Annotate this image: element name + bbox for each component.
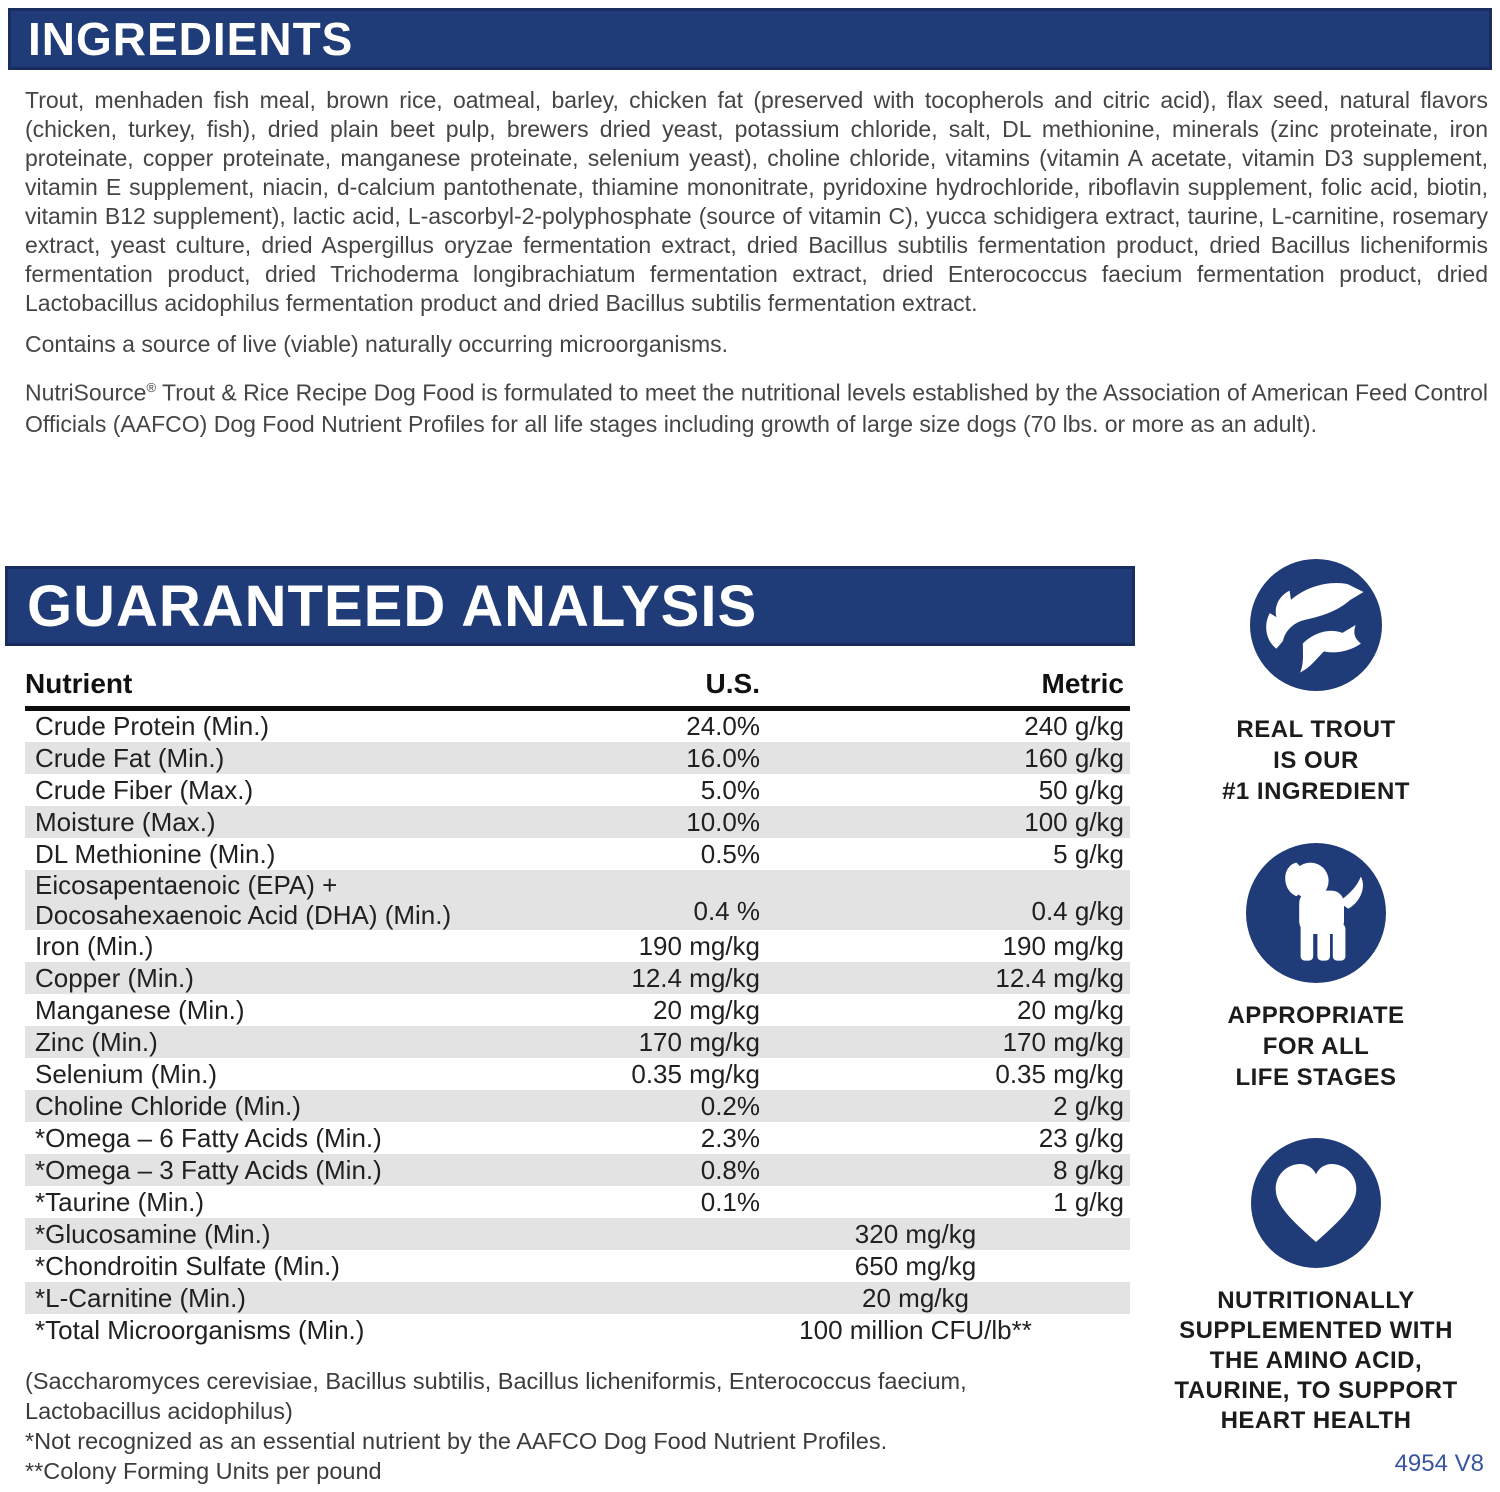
guaranteed-analysis-section xyxy=(0,566,1135,1484)
table-footnotes xyxy=(25,1366,1130,1486)
nutrient-name: *Chondroitin Sulfate (Min.) xyxy=(35,1250,340,1281)
us-value: 16.0% xyxy=(686,742,760,773)
table-row xyxy=(25,870,1130,930)
guaranteed-analysis-title: GUARANTEED ANALYSIS xyxy=(27,573,758,639)
metric-value: 8 g/kg xyxy=(1053,1154,1124,1185)
table-row xyxy=(25,709,1130,743)
nutrient-name: *Omega – 3 Fatty Acids (Min.) xyxy=(35,1154,382,1185)
nutrient-name: *Omega – 6 Fatty Acids (Min.) xyxy=(35,1122,382,1153)
metric-value: 100 g/kg xyxy=(1024,806,1124,837)
us-value: 10.0% xyxy=(686,806,760,837)
nutrient-name: Crude Protein (Min.) xyxy=(35,711,270,741)
table-row xyxy=(25,806,1130,838)
nutrient-name: Selenium (Min.) xyxy=(35,1058,218,1089)
nutrient-name: *Total Microorganisms (Min.) xyxy=(35,1314,365,1345)
nutrient-name: Moisture (Max.) xyxy=(35,806,216,837)
combined-value: 100 million CFU/lb** xyxy=(799,1314,1032,1345)
table-row xyxy=(25,1026,1130,1058)
us-value: 0.4 % xyxy=(693,896,760,926)
badge-heart-health xyxy=(1140,1138,1492,1436)
metric-value: 0.4 g/kg xyxy=(1031,896,1124,926)
metric-value: 2 g/kg xyxy=(1053,1090,1124,1121)
us-value: 20 mg/kg xyxy=(653,994,760,1025)
us-value: 2.3% xyxy=(700,1122,760,1153)
nutrient-name: DL Methionine (Min.) xyxy=(35,838,276,869)
badge-real-trout xyxy=(1140,559,1492,807)
nutrient-name: Crude Fiber (Max.) xyxy=(35,774,254,805)
us-value: 0.2% xyxy=(700,1090,760,1121)
table-row xyxy=(25,930,1130,962)
nutrient-name: Iron (Min.) xyxy=(35,930,154,961)
heart-icon xyxy=(1251,1138,1381,1268)
table-row xyxy=(25,962,1130,994)
benefit-badges-rail xyxy=(1140,0,1492,1492)
metric-value: 12.4 mg/kg xyxy=(995,962,1124,993)
badge-caption-line: IS OUR xyxy=(1273,747,1359,774)
us-value: 12.4 mg/kg xyxy=(631,962,760,993)
badge-caption-line: NUTRITIONALLY xyxy=(1217,1287,1415,1314)
table-row xyxy=(25,1250,1130,1282)
nutrient-name: Copper (Min.) xyxy=(35,962,194,993)
us-value: 5.0% xyxy=(700,774,760,805)
nutrient-name: Choline Chloride (Min.) xyxy=(35,1090,301,1121)
column-header-nutrient: Nutrient xyxy=(25,668,605,709)
table-row xyxy=(25,1314,1130,1346)
guaranteed-analysis-header-bar xyxy=(5,566,1135,646)
table-row xyxy=(25,1154,1130,1186)
nutrient-name: Zinc (Min.) xyxy=(35,1026,158,1057)
nutrient-name-line1: Eicosapentaenoic (EPA) + xyxy=(35,870,338,900)
nutrient-table xyxy=(25,668,1130,1346)
nutrient-name: Crude Fat (Min.) xyxy=(35,742,225,773)
metric-value: 240 g/kg xyxy=(1024,711,1124,741)
badge-caption-line: LIFE STAGES xyxy=(1235,1064,1397,1091)
table-row xyxy=(25,1218,1130,1250)
table-row xyxy=(25,838,1130,870)
table-row xyxy=(25,742,1130,774)
badge-caption-line: #1 INGREDIENT xyxy=(1222,778,1410,805)
combined-value: 320 mg/kg xyxy=(854,1218,977,1249)
metric-value: 190 mg/kg xyxy=(1002,930,1124,961)
metric-value: 170 mg/kg xyxy=(1002,1026,1124,1057)
document-code: 4954 V8 xyxy=(1394,1450,1484,1477)
metric-value: 23 g/kg xyxy=(1038,1122,1124,1153)
footnote-cfu: **Colony Forming Units per pound xyxy=(25,1458,382,1484)
brand-name: NutriSource xyxy=(25,379,147,406)
footnote-not-recognized: *Not recognized as an essential nutrient by the AAFCO Dog Food Nutrient Profiles. xyxy=(25,1428,888,1454)
combined-value: 20 mg/kg xyxy=(862,1282,969,1313)
nutrient-name-line2: Docosahexaenoic Acid (DHA) (Min.) xyxy=(35,900,452,930)
nutrient-name xyxy=(25,870,605,930)
metric-value: 50 g/kg xyxy=(1038,774,1124,805)
metric-value: 160 g/kg xyxy=(1024,742,1124,773)
badge-caption-line: REAL TROUT xyxy=(1236,716,1396,743)
nutrient-name: *Glucosamine (Min.) xyxy=(35,1218,271,1249)
badge-caption-line: HEART HEALTH xyxy=(1220,1407,1412,1434)
badge-caption xyxy=(1140,1000,1492,1093)
table-row xyxy=(25,1090,1130,1122)
badge-caption xyxy=(1140,714,1492,807)
badge-caption-line: FOR ALL xyxy=(1262,1033,1370,1060)
table-row xyxy=(25,1058,1130,1090)
nutrient-name: *L-Carnitine (Min.) xyxy=(35,1282,246,1313)
table-row xyxy=(25,994,1130,1026)
aafco-statement-text: Trout & Rice Recipe Dog Food is formulated to meet the nutritional levels established by the Association of American Feed Control Officials (AAFCO) Dog Food Nutrient Profiles for all life stages including growth of large size dogs (70 lbs. or more as an adult). xyxy=(25,379,1488,437)
us-value: 0.1% xyxy=(700,1186,760,1217)
badge-caption-line: SUPPLEMENTED WITH xyxy=(1179,1317,1453,1344)
contains-note: Contains a source of live (viable) naturally occurring microorganisms. xyxy=(25,331,729,357)
metric-value: 20 mg/kg xyxy=(1017,994,1124,1025)
metric-value: 1 g/kg xyxy=(1053,1186,1124,1217)
column-header-metric: Metric xyxy=(760,668,1130,709)
ingredients-title: INGREDIENTS xyxy=(28,13,354,65)
badge-caption-line: THE AMINO ACID, xyxy=(1209,1347,1423,1374)
puppy-icon xyxy=(1246,843,1386,983)
nutrient-name: Manganese (Min.) xyxy=(35,994,245,1025)
registered-mark: ® xyxy=(146,380,157,395)
table-row xyxy=(25,1122,1130,1154)
table-header-row xyxy=(25,668,1130,709)
us-value: 24.0% xyxy=(686,711,760,741)
table-row xyxy=(25,1282,1130,1314)
column-header-us: U.S. xyxy=(605,668,760,709)
trout-icon xyxy=(1250,559,1382,691)
us-value: 0.35 mg/kg xyxy=(631,1058,760,1089)
footnote-organisms-line2: Lactobacillus acidophilus) xyxy=(25,1398,293,1424)
badge-caption xyxy=(1140,1286,1492,1436)
metric-value: 5 g/kg xyxy=(1053,838,1124,869)
us-value: 170 mg/kg xyxy=(638,1026,760,1057)
badge-caption-line: APPROPRIATE xyxy=(1227,1002,1405,1029)
us-value: 190 mg/kg xyxy=(638,930,760,961)
table-row xyxy=(25,774,1130,806)
metric-value: 0.35 mg/kg xyxy=(995,1058,1124,1089)
badge-life-stages xyxy=(1140,843,1492,1093)
combined-value: 650 mg/kg xyxy=(854,1250,977,1281)
badge-caption-line: TAURINE, TO SUPPORT xyxy=(1174,1377,1458,1404)
footnote-organisms-line1: (Saccharomyces cerevisiae, Bacillus subtilis, Bacillus licheniformis, Enterococcus faecium, xyxy=(25,1368,967,1394)
table-row xyxy=(25,1186,1130,1218)
ingredients-paragraph: Trout, menhaden fish meal, brown rice, oatmeal, barley, chicken fat (preserved with tocopherols and citric acid), flax seed, natural flavors (chicken, turkey, fish), dried plain beet pulp, brewers dried yeast, potassium chloride, salt, DL methionine, minerals (zinc proteinate, iron proteinate, copper proteinate, manganese proteinate, selenium yeast), choline chloride, vitamins (vitamin A acetate, vitamin D3 supplement, vitamin E supplement, niacin, d-calcium pantothenate, thiamine mononitrate, pyridoxine hydrochloride, riboflavin supplement, folic acid, biotin, vitamin B12 supplement), lactic acid, L-ascorbyl-2-polyphosphate (source of vitamin C), yucca schidigera extract, taurine, L-carnitine, rosemary extract, yeast culture, dried Aspergillus oryzae fermentation extract, dried Bacillus subtilis fermentation product, dried Bacillus licheniformis fermentation product, dried Trichoderma longibrachiatum fermentation extract, dried Enterococcus faecium fermentation product, dried Lactobacillus acidophilus fermentation product and dried Bacillus subtilis fermentation extract. xyxy=(25,87,1488,316)
us-value: 0.8% xyxy=(700,1154,760,1185)
us-value: 0.5% xyxy=(700,838,760,869)
nutrient-name: *Taurine (Min.) xyxy=(35,1186,205,1217)
